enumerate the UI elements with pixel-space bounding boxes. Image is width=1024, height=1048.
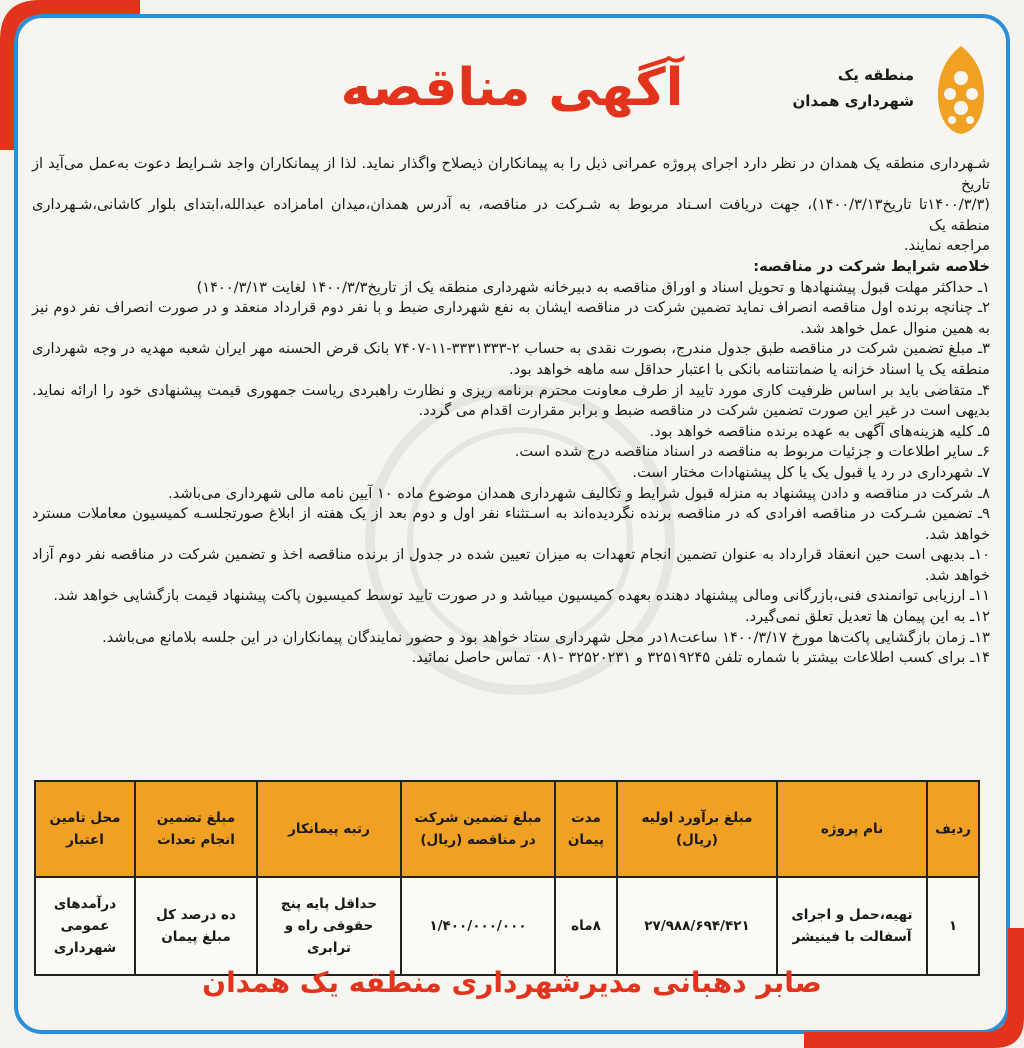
intro-line-3: مراجعه نمایند.	[903, 237, 990, 255]
condition-item: ۱ـ حداکثر مهلت قبول پیشنهادها و تحویل اسناد و اوراق مناقصه به دبیرخانه شهرداری منطقه یک از تاریخ۱۴۰۰/۳/۳ لغایت ۱۴۰۰/۳/۱۳)	[196, 278, 990, 296]
condition-item: ۱۲ـ به این پیمان ها تعدیل تعلق نمی‌گیرد.	[745, 608, 990, 626]
cell-funding-source: درآمدهای عمومی شهرداری	[35, 877, 135, 975]
hamedan-municipality-logo	[926, 42, 996, 138]
condition-item: ۴ـ متقاضی باید بر اساس ظرفیت کاری مورد تایید از طرف معاونت محترم برنامه ریزی و نظارت راهبردی ریاست جمهوری قیمت پیشنهادی خود را ارائه نماید. بدیهی است در غیر این صورت تضمین شرکت در مناقصه ضبط و برابر مقرارت اقدام می گردد.	[32, 381, 990, 420]
page-title: آگهی مناقصه	[340, 58, 684, 118]
organization-name	[793, 62, 915, 114]
cell-participation-guarantee: ۱/۴۰۰/۰۰۰/۰۰۰	[401, 877, 555, 975]
table-header-row	[35, 781, 979, 877]
cell-contract-duration: ۸ماه	[555, 877, 617, 975]
condition-item: ۱۰ـ بدیهی است حین انعقاد قرارداد به عنوان تضمین انجام تعهدات به میزان تعیین شده در جدول از برنده مناقصه اخذ و تضمین شرکت در مناقصه نفر دوم آزاد خواهد شد.	[32, 546, 990, 584]
project-table	[34, 780, 980, 976]
header-cell-row-number: ردیف	[927, 781, 979, 877]
condition-item: ۹ـ تضمین شـرکت در مناقصه افرادی که در مناقصه برنده نگردیده‌اند به اسـتثناء نفر اول و دوم بعد از یک هفته از ابلاغ صورتجلسـه کمیسیون معاملات مسترد خواهد شد.	[32, 505, 990, 543]
cell-initial-estimate: ۲۷/۹۸۸/۶۹۴/۴۲۱	[617, 877, 777, 975]
condition-item: ۷ـ شهرداری در رد یا قبول یک یا کل پیشنهادات مختار است.	[632, 463, 990, 481]
header-cell-performance-guarantee: مبلغ تضمین انجام تعدات	[135, 781, 257, 877]
condition-item: ۲ـ چنانچه برنده اول مناقصه انصراف نماید تضمین شرکت در مناقصه ایشان به نفع شهرداری ضبط و با نفر دوم قرارداد منعقد و در صورت انصراف نفر دوم نیز به همین منوال عمل خواهد شد.	[32, 299, 990, 337]
announcement-body	[32, 154, 990, 669]
condition-item: ۳ـ مبلغ تضمین شرکت در مناقصه طبق جدول مندرج، بصورت نقدی به حساب ۲-۳۳۳۱۳۳۳-۱۱-۷۴۰۷ بانک قرض الحسنه مهر ایران شعبه مهدیه در وجه شهرداری منطقه یک یا اسناد خزانه یا ضمانتنامه بانکی با اعتبار حداقل سه ماهه خواهد بود.	[32, 340, 990, 378]
cell-contractor-grade: حداقل پایه پنج حقوقی راه و ترابری	[257, 877, 401, 975]
cell-row-number: ۱	[927, 877, 979, 975]
cell-project-name: تهیه،حمل و اجرای آسفالت با فینیشر	[777, 877, 927, 975]
intro-line-2: (۱۴۰۰/۳/۳تا تاریخ۱۴۰۰/۳/۱۳)، جهت دریافت اسـناد مربوط به شـرکت در مناقصه، به آدرس همدان،میدان امامزاده عبدالله،ابتدای بلوار کاشانی،شـهرداری منطقه یک	[32, 196, 990, 234]
condition-item: ۱۳ـ زمان بازگشایی پاکت‌ها مورخ ۱۴۰۰/۳/۱۷ ساعت۱۸در محل شهرداری ستاد خواهد بود و حضور نمایندگان پیمانکاران در این جلسه بلامانع می‌باشد.	[102, 628, 990, 646]
condition-item: ۶ـ سایر اطلاعات و جزئیات مربوط به مناقصه در اسناد مناقصه درج شده است.	[514, 443, 990, 461]
header-cell-contract-duration: مدت پیمان	[555, 781, 617, 877]
condition-item: ۱۴ـ برای کسب اطلاعات بیشتر با شماره تلفن ۳۲۵۱۹۲۴۵ و ۳۲۵۲۰۲۳۱ -۰۸۱ تماس حاصل نمائید.	[411, 649, 990, 667]
cell-performance-guarantee: ده درصد کل مبلغ پیمان	[135, 877, 257, 975]
header-cell-contractor-grade: رتبه پیمانکار	[257, 781, 401, 877]
condition-item: ۵ـ کلیه هزینه‌های آگهی به عهده برنده مناقصه خواهد بود.	[649, 422, 990, 440]
header-cell-initial-estimate: مبلغ برآورد اولیه (ریال)	[617, 781, 777, 877]
header-cell-participation-guarantee: مبلغ تضمین شرکت در مناقصه (ریال)	[401, 781, 555, 877]
summary-heading: خلاصه شرایط شرکت در مناقصه:	[753, 257, 990, 275]
org-line-1: منطقه یک	[837, 66, 914, 84]
header-cell-funding-source: محل تامین اعتبار	[35, 781, 135, 877]
intro-line-1: شـهرداری منطقه یک همدان در نظر دارد اجرای پروژه عمرانی ذیل را به پیمانکاران ذیصلاح واگذار نماید. لذا از پیمانکاران واجد شـرایط دعوت به‌عمل می‌آید از تاریخ	[32, 155, 990, 193]
condition-item: ۸ـ شرکت در مناقصه و دادن پیشنهاد به منزله قبول شرایط و تکالیف شهرداری همدان موضوع ماده ۱۰ آیین نامه مالی شهرداری می‌باشد.	[168, 484, 990, 502]
condition-item: ۱۱ـ ارزیابی توانمندی فنی،بازرگانی ومالی پیشنهاد دهنده بعهده کمیسیون میباشد و در صورت تایید توسط کمیسیون پاکت پیشنهاد قیمت بازگشایی خواهد شد.	[53, 587, 990, 605]
table-row	[35, 877, 979, 975]
signature-line: صابر دهبانی مدیرشهرداری منطقه یک همدان	[202, 966, 822, 999]
header-cell-project-name: نام پروژه	[777, 781, 927, 877]
org-line-2: شهرداری همدان	[792, 92, 914, 110]
